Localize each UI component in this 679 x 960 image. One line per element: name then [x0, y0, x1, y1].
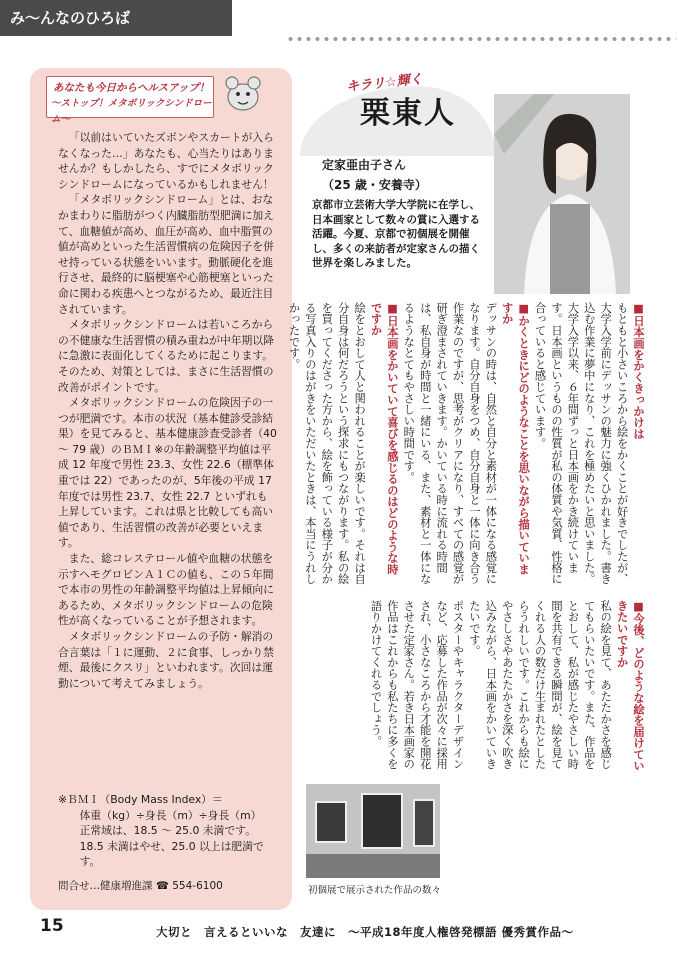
health-mascot-icon [220, 70, 266, 116]
interview-answer: デッサンの時は、自然と自分と素材が一体になる感覚になります。自分自身をつめ、自分自身と一体に向き合う作業なのですが、思考がクリアになり、すべての感覚が研ぎ澄まされていきます。かいている時に流れる時間は、私自身が時間と一緒にいる、また、素材と一体になるようなとてもやさしい時間です。 [402, 302, 498, 585]
gallery-photo [306, 784, 440, 878]
health-paragraph: メタボリックシンドロームの予防・解消の合言葉は「１に運動、２に食事、しっかり禁煙、最後にクスリ」といわれます。次回は運動について考えてみましょう。 [58, 630, 274, 690]
interview-question: ■ 日本画をかいていて喜びを感じるのはどのような時ですか [370, 302, 399, 575]
profile-description: 京都市立芸術大学大学院に在学し、日本画家として数々の賞に入選する活躍。今夏、京都で初個展を開催し、多くの来訪者が定家さんの描く世界を楽しみました。 [312, 199, 480, 269]
interview-answer: 私の絵を見て、あたたかさを感じてもらいたいです。また、作品をとおして、私が感じたやさしい時間を共有できる瞬間が、絵を見てくれる人の数だけ生まれたとしたらうれしいです。これからも絵にやさしさやあたたかさを深く吹き込みながら、日本画をかいていきたいです。 [467, 600, 613, 770]
interview-lower [306, 600, 646, 780]
interview-answer: もともと小さいころから絵をかくことが好きでしたが、大学入学前にデッサンの魅力に強くひかれました。書き込む作業に夢中になり、これを極めたいと思いました。大学入学以来、６年間ずっと日本画をかき続けています。日本画というものの性質が私の体質や気質、性格に合っていると感じています。 [533, 302, 629, 585]
profile-age: （25 歳・安養寺） [322, 178, 427, 192]
bmi-formula: 体重（kg）÷身長（m）÷身長（m） [79, 808, 262, 822]
header-dotted-rule [286, 36, 676, 42]
interview-question: ■ かくときにどのようなことを思いながら描いていますか [501, 302, 530, 575]
kirari-subheading: キラリ☆輝く [345, 72, 424, 95]
interview-closing: ポスターやキャラクターデザインなど、応募した作品が次々に採用され、小さなころから才能を開花させた定家さん。若き日本画家の作品はこれからも私たちに多くを語りかけてくれるでしょう。 [369, 600, 465, 770]
health-paragraph: また、総コレステロール値や血糖の状態を示すヘモグロビンＡ１Ｃの値も、この５年間で本市の男性の年齢調整平均値は上昇傾向にあるため、メタボリックシンドロームの危険性が高くなっていることが予想されます。 [58, 552, 274, 628]
interview-upper [287, 302, 646, 586]
interview-question: ■ 今後、どのような絵を届けていきたいですか [616, 600, 645, 771]
health-title-line1: あなたも今日からヘルスアップ！ [53, 82, 210, 94]
profile-heading: 栗東人 [360, 96, 456, 131]
bmi-normal-range: 正常域は、18.5 ～ 25.0 未満です。 [79, 824, 256, 838]
health-article-body [58, 130, 278, 691]
section-title: み～んなのひろば [0, 0, 232, 36]
bmi-thresholds: 18.5 未満はやせ、25.0 以上は肥満です。 [79, 839, 264, 869]
health-paragraph: メタボリックシンドロームの危険因子の一つが肥満です。本市の状況（基本健診受診結果）を見てみると、基本健康診査受診者（40 ～ 79 歳）のＢＭＩ※の年齢調整平均値は平成 12 年度で男性 23.3、女性 22.6（標準体重では 22）であったのが、5年後の平成 17 年度では男性 23.7、女性 22.7 といずれも上昇しています。これは県と比較しても高い値であり、生活習慣の改善が必要といえます。 [58, 396, 277, 550]
gallery-caption: 初個展で展示された作品の数々 [308, 885, 442, 896]
health-paragraph: 「以前はいていたズボンやスカートが入らなくなった…」あなたも、心当たりはありませんか？もしかしたら、すでにメタボリックシンドロームになっているかもしれません！ [58, 131, 274, 191]
interview-answer: 絵をとおして人と関われることが楽しいです。それは自分自身は何だろうという探求にもつながります。私の絵を買ってくださった方から、絵を飾っている様子が分かる写真入りのはがきをいただいたときは、本当にうれしかったです。 [287, 302, 367, 585]
profile-name: 定家亜由子さん [322, 158, 407, 172]
footer-slogan: 大切と 言えるといいな 友達に ～平成18年度人権啓発標語 優秀賞作品～ [156, 925, 574, 939]
contact-info: 問合せ…健康増進課 ☎ 554-6100 [58, 880, 223, 892]
bmi-note [58, 792, 282, 870]
bmi-definition: ※ＢＭＩ（Body Mass Index）＝ [58, 793, 223, 806]
health-title-box [46, 76, 214, 125]
profile-photo [494, 94, 630, 294]
health-paragraph: メタボリックシンドロームは若いころからの不健康な生活習慣の積み重ねが中年期以降に急激に表面化してくるために起こります。そのため、対策としては、まさに生活習慣の改善がポイントです。 [58, 318, 274, 394]
health-paragraph: 「メタボリックシンドローム」とは、おなかまわりに脂肪がつく内臓脂肪型肥満に加えて、血糖値が高め、血圧が高め、血中脂質の値が高めといった生活習慣病の危険因子を併せ持っている状態をいいます。動脈硬化を進行させ、最終的に脳梗塞や心筋梗塞といった命に関わる疾患へとつながるため、最近注目されています。 [58, 193, 274, 316]
health-title-line2: ～ストップ！メタボリックシンドローム～ [51, 98, 212, 125]
page-number: 15 [40, 916, 64, 936]
interview-question: ■ 日本画をかくきっかけは [632, 302, 645, 439]
